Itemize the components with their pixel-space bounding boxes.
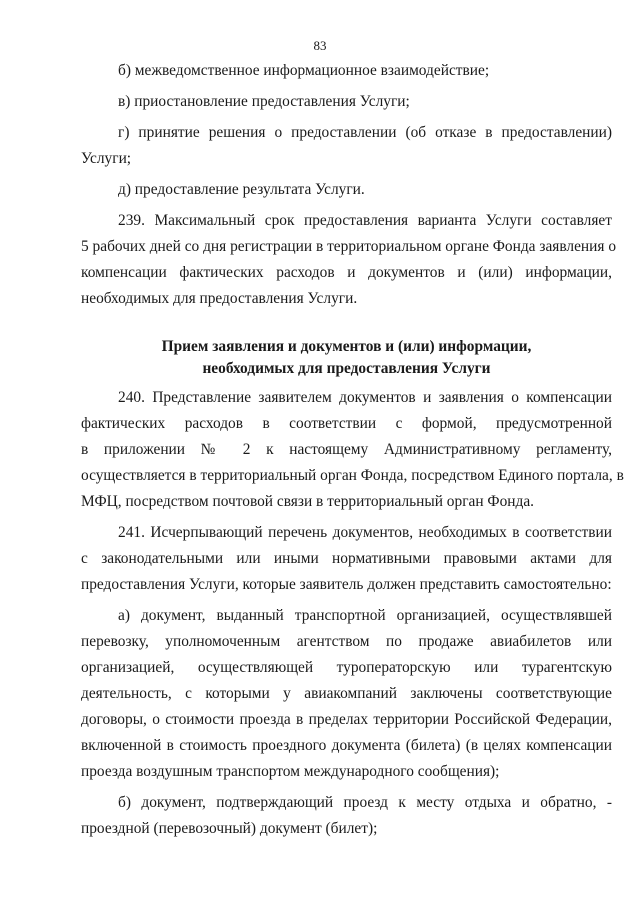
text-line: организацией, осуществляющей туроператорскую или турагентскую bbox=[81, 659, 612, 676]
list-item-v bbox=[81, 89, 612, 115]
document-body bbox=[81, 58, 624, 842]
paragraph-241-b bbox=[81, 790, 612, 842]
paragraph-241 bbox=[81, 520, 612, 598]
text-line: МФЦ, посредством почтовой связи в территориальный орган Фонда. bbox=[81, 493, 535, 510]
section-heading bbox=[81, 336, 612, 380]
text-line: 240. Представление заявителем документов и заявления о компенсации bbox=[118, 389, 612, 406]
text-line: компенсации фактических расходов и документов и (или) информации, bbox=[81, 264, 612, 281]
page-number: 83 bbox=[313, 38, 327, 53]
text-line: необходимых для предоставления Услуги. bbox=[81, 290, 358, 307]
text-line: предоставления Услуги, которые заявитель должен представить самостоятельно: bbox=[81, 576, 612, 593]
paragraph-239 bbox=[81, 208, 617, 312]
text-line: б) межведомственное информационное взаимодействие; bbox=[118, 62, 490, 79]
text-line: г) принятие решения о предоставлении (об отказе в предоставлении) bbox=[118, 124, 612, 141]
text-line: деятельность, с которыми у авиакомпаний заключены соответствующие bbox=[81, 685, 612, 702]
paragraph-241-a bbox=[81, 603, 612, 785]
text-line: перевозку, уполномоченным агентством по продаже авиабилетов или bbox=[81, 633, 612, 650]
section-heading-line: Прием заявления и документов и (или) информации, bbox=[161, 338, 532, 355]
list-item-g bbox=[81, 120, 612, 172]
text-line: фактических расходов в соответствии с формой, предусмотренной bbox=[81, 415, 612, 432]
text-line: с законодательными или иными нормативными правовыми актами для bbox=[81, 550, 612, 567]
text-line: включенной в стоимость проездного документа (билета) (в целях компенсации bbox=[81, 737, 612, 754]
text-line: 241. Исчерпывающий перечень документов, необходимых в соответствии bbox=[118, 524, 612, 541]
text-line: проезда воздушным транспортом международного сообщения); bbox=[81, 763, 500, 780]
list-item-d bbox=[81, 177, 612, 203]
text-line: Услуги; bbox=[81, 150, 132, 167]
section-heading-line: необходимых для предоставления Услуги bbox=[202, 360, 491, 377]
list-item-b bbox=[81, 58, 612, 84]
text-line: 5 рабочих дней со дня регистрации в территориальном органе Фонда заявления о bbox=[81, 238, 617, 255]
text-line: договоры, о стоимости проезда в пределах территории Российской Федерации, bbox=[81, 711, 612, 728]
text-line: 239. Максимальный срок предоставления варианта Услуги составляет bbox=[118, 212, 612, 229]
text-line: д) предоставление результата Услуги. bbox=[118, 181, 365, 198]
text-line: в) приостановление предоставления Услуги; bbox=[118, 93, 410, 110]
paragraph-240 bbox=[81, 385, 624, 515]
text-line: осуществляется в территориальный орган Фонда, посредством Единого портала, в bbox=[81, 467, 624, 484]
text-line: проездной (перевозочный) документ (билет); bbox=[81, 820, 378, 837]
text-line: в приложении № 2 к настоящему Административному регламенту, bbox=[81, 441, 612, 458]
text-line: а) документ, выданный транспортной организацией, осуществлявшей bbox=[118, 607, 612, 624]
text-line: б) документ, подтверждающий проезд к месту отдыха и обратно, - bbox=[118, 794, 612, 811]
